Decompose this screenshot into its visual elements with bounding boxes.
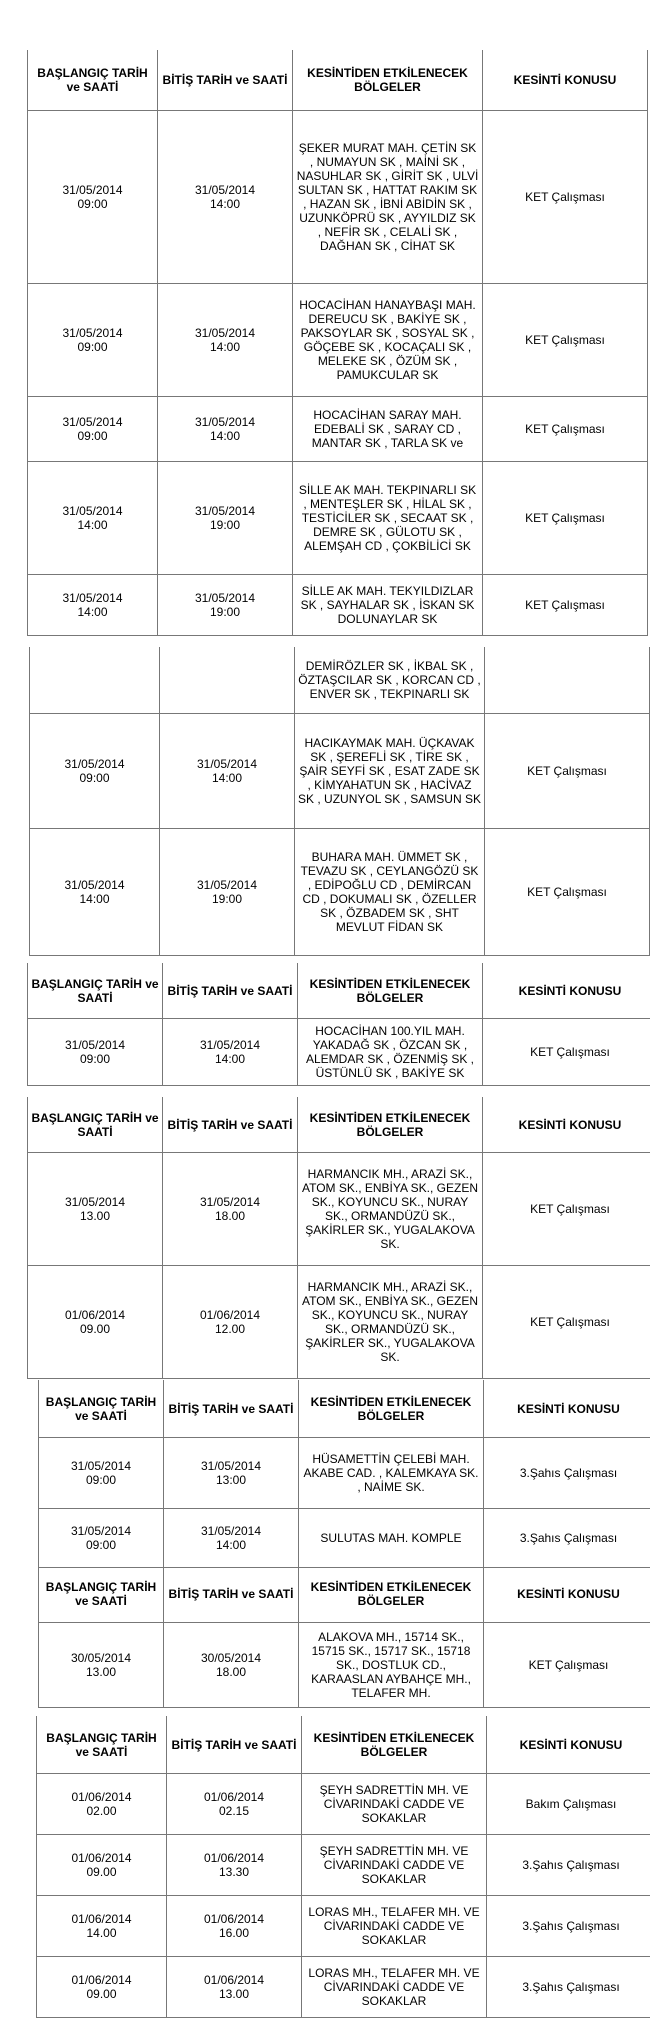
cell-text-regions: HÜSAMETTİN ÇELEBİ MAH. AKABE CAD. , KALEMKAYA SK. , NAİME SK. <box>303 1452 479 1494</box>
cell-end <box>167 1774 302 1835</box>
table-header-row <box>39 1565 650 1623</box>
cell-text-topic: KET Çalışması <box>528 1658 609 1672</box>
cell-topic <box>485 829 650 956</box>
cell-start <box>28 284 158 397</box>
cell-text-end: 31/05/2014 18.00 <box>199 1195 261 1223</box>
cell-end <box>163 1019 298 1086</box>
cell-end <box>158 462 293 575</box>
table-row <box>28 111 648 284</box>
table-row <box>28 397 648 462</box>
cell-text-topic: KET Çalışması <box>525 190 605 204</box>
cell-text-end: 31/05/2014 13:00 <box>200 1459 262 1487</box>
cell-regions <box>298 1153 483 1266</box>
cell-text-regions: HOCACİHAN SARAY MAH. EDEBALİ SK , SARAY CD , MANTAR SK , TARLA SK ve <box>311 408 464 450</box>
cell-text-start: 01/06/2014 14.00 <box>71 1912 132 1940</box>
cell-text-topic: KET Çalışması <box>525 333 605 347</box>
table-row <box>39 1438 650 1509</box>
cell-text-start: 31/05/2014 14:00 <box>62 504 123 532</box>
column-header-start: BAŞLANGIÇ TARİH ve SAATİ <box>39 1380 164 1438</box>
cell-text-topic: KET Çalışması <box>527 764 607 778</box>
cell-text-regions: SULUTAS MAH. KOMPLE <box>320 1531 462 1545</box>
cell-text-end: 31/05/2014 14:00 <box>194 183 256 211</box>
cell-start <box>30 829 160 956</box>
cell-text-end: 01/06/2014 12.00 <box>199 1308 261 1336</box>
cell-topic <box>487 1835 650 1896</box>
cell-text-regions: HARMANCIK MH., ARAZİ SK., ATOM SK., ENBİYA SK., GEZEN SK., KOYUNCU SK., NURAY SK., ORMANDÜZÜ SK., ŞAKİRLER SK., YUGALAKOVA SK. <box>301 1167 479 1251</box>
outage-table <box>27 1097 650 1379</box>
cell-text-end: 31/05/2014 14:00 <box>200 1524 262 1552</box>
table-row <box>39 1509 650 1568</box>
cell-text-regions: ALAKOVA MH., 15714 SK., 15715 SK., 15717 SK., 15718 SK., DOSTLUK CD., KARAASLAN AYBAHÇE MH., TELAFER MH. <box>311 1630 471 1700</box>
table-row <box>28 284 648 397</box>
cell-end <box>160 714 295 829</box>
cell-text-end: 31/05/2014 19:00 <box>194 504 256 532</box>
cell-text-regions: HACIKAYMAK MAH. ÜÇKAVAK SK , ŞEREFLİ SK , TİRE SK , ŞAİR SEYFİ SK , ESAT ZADE SK , KİMYAHATUN SK , HACİVAZ SK , UZUNYOL SK , SAMSUN SK <box>298 736 481 806</box>
cell-text-topic: KET Çalışması <box>527 885 607 899</box>
outage-table <box>36 1716 650 2018</box>
column-header-start: BAŞLANGIÇ TARİH ve SAATİ <box>37 1716 167 1774</box>
column-header-topic: KESİNTİ KONUSU <box>483 50 648 111</box>
table-row <box>28 1153 650 1266</box>
table-row <box>37 1896 650 1957</box>
cell-end <box>167 1835 302 1896</box>
cell-text-topic: KET Çalışması <box>530 1315 610 1329</box>
cell-end <box>163 1153 298 1266</box>
cell-regions <box>299 1438 484 1509</box>
cell-end <box>164 1438 299 1509</box>
table-row <box>28 462 648 575</box>
cell-start <box>39 1438 164 1509</box>
cell-topic <box>483 284 648 397</box>
cell-text-topic: KET Çalışması <box>525 511 605 525</box>
cell-topic <box>487 1957 650 2018</box>
cell-text-regions: SİLLE AK MAH. TEKPINARLI SK , MENTEŞLER SK , HİLAL SK , TESTİCİLER SK , SECAAT SK , DEMRE SK , GÜLOTU SK , ALEMŞAH CD , ÇOKBİLİCİ SK <box>298 483 477 553</box>
cell-text-end: 31/05/2014 14:00 <box>199 1038 261 1066</box>
cell-text-start: 31/05/2014 09:00 <box>62 183 123 211</box>
cell-regions <box>299 1509 484 1568</box>
cell-topic <box>483 1153 650 1266</box>
cell-text-end: 31/05/2014 14:00 <box>194 415 256 443</box>
cell-text-end: 01/06/2014 13.30 <box>203 1851 265 1879</box>
column-header-end: BİTİŞ TARİH ve SAATİ <box>167 1716 302 1774</box>
cell-text-regions: LORAS MH., TELAFER MH. VE CİVARINDAKİ CADDE VE SOKAKLAR <box>308 1905 480 1947</box>
cell-topic <box>483 111 648 284</box>
cell-text-end: 31/05/2014 14:00 <box>196 757 258 785</box>
cell-text-topic: 3.Şahıs Çalışması <box>522 1919 620 1933</box>
table-row <box>28 1019 650 1086</box>
cell-topic <box>487 1896 650 1957</box>
cell-text-start: 01/06/2014 09.00 <box>64 1308 126 1336</box>
column-header-topic: KESİNTİ KONUSU <box>487 1716 650 1774</box>
cell-text-regions: BUHARA MAH. ÜMMET SK , TEVAZU SK , CEYLANGÖZÜ SK , EDİPOĞLU CD , DEMİRCAN CD , DOKUMALI SK , ÖZELLER SK , ÖZBADEM SK , SHT MEVLUT FİDAN SK <box>300 850 479 934</box>
cell-text-regions: SİLLE AK MAH. TEKYILDIZLAR SK , SAYHALAR SK , İSKAN SK DOLUNAYLAR SK <box>300 584 475 626</box>
cell-text-regions: ŞEKER MURAT MAH. ÇETİN SK , NUMAYUN SK , MAİNİ SK , NASUHLAR SK , GİRİT SK , ULVİ SULTAN SK , HATTAT RAKIM SK , HAZAN SK , İBNİ ABİDİN SK , UZUNKÖPRÜ SK , AYYILDIZ SK , NEFİR SK , CELALİ SK , DAĞHAN SK , CİHAT SK <box>296 141 479 253</box>
table-header-row <box>39 1380 650 1438</box>
table-header-row <box>28 963 650 1019</box>
cell-text-start: 31/05/2014 09:00 <box>70 1459 132 1487</box>
cell-regions <box>302 1774 487 1835</box>
cell-regions <box>293 284 483 397</box>
column-header-regions: KESİNTİDEN ETKİLENECEK BÖLGELER <box>302 1716 487 1774</box>
column-header-start: BAŞLANGIÇ TARİH ve SAATİ <box>28 50 158 111</box>
cell-text-regions: ŞEYH SADRETTİN MH. VE CİVARINDAKİ CADDE VE SOKAKLAR <box>319 1783 469 1825</box>
table-row <box>30 714 650 829</box>
cell-start <box>28 111 158 284</box>
cell-regions <box>298 1019 483 1086</box>
cell-end <box>158 575 293 636</box>
cell-start <box>37 1957 167 2018</box>
cell-end <box>160 647 295 714</box>
cell-topic <box>484 1438 650 1509</box>
cell-text-regions: HARMANCIK MH., ARAZİ SK., ATOM SK., ENBİYA SK., GEZEN SK., KOYUNCU SK., NURAY SK., ORMANDÜZÜ SK., ŞAKİRLER SK., YUGALAKOVA SK. <box>301 1280 479 1364</box>
cell-text-start: 31/05/2014 13.00 <box>64 1195 126 1223</box>
table-header-row <box>37 1716 650 1774</box>
table-header-row <box>28 50 648 111</box>
column-header-end: BİTİŞ TARİH ve SAATİ <box>164 1380 299 1438</box>
cell-start <box>37 1835 167 1896</box>
cell-text-start: 31/05/2014 09:00 <box>62 415 123 443</box>
cell-regions <box>295 714 485 829</box>
column-header-regions: KESİNTİDEN ETKİLENECEK BÖLGELER <box>298 963 483 1019</box>
cell-end <box>158 111 293 284</box>
cell-text-topic: KET Çalışması <box>525 598 605 612</box>
cell-text-topic: KET Çalışması <box>530 1045 610 1059</box>
cell-topic <box>483 462 648 575</box>
cell-text-topic: Bakım Çalışması <box>525 1797 617 1811</box>
cell-text-start: 01/06/2014 09.00 <box>71 1851 132 1879</box>
cell-regions <box>302 1957 487 2018</box>
cell-text-regions: ŞEYH SADRETTİN MH. VE CİVARINDAKİ CADDE VE SOKAKLAR <box>319 1844 469 1886</box>
column-header-regions: KESİNTİDEN ETKİLENECEK BÖLGELER <box>299 1565 484 1623</box>
cell-start <box>28 462 158 575</box>
cell-regions <box>298 1266 483 1379</box>
outage-table <box>27 963 650 1086</box>
cell-text-topic: 3.Şahıs Çalışması <box>522 1858 620 1872</box>
cell-text-end: 01/06/2014 16.00 <box>203 1912 265 1940</box>
cell-topic <box>483 397 648 462</box>
cell-end <box>163 1266 298 1379</box>
column-header-end: BİTİŞ TARİH ve SAATİ <box>163 963 298 1019</box>
cell-text-regions: HOCACİHAN HANAYBAŞI MAH. DEREUCU SK , BAKİYE SK , PAKSOYLAR SK , SOSYAL SK , GÖÇEBE SK , KOCAÇALI SK , MELEKE SK , ÖZÜM SK , PAMUKCULAR SK <box>299 298 476 382</box>
cell-text-start: 01/06/2014 02.00 <box>71 1790 132 1818</box>
cell-end <box>164 1623 299 1708</box>
cell-end <box>158 284 293 397</box>
cell-text-end: 31/05/2014 14:00 <box>194 326 256 354</box>
cell-topic <box>483 575 648 636</box>
cell-start <box>28 575 158 636</box>
cell-text-start: 31/05/2014 14:00 <box>64 878 125 906</box>
cell-text-topic: KET Çalışması <box>525 422 605 436</box>
cell-end <box>164 1509 299 1568</box>
cell-topic <box>487 1774 650 1835</box>
cell-topic <box>485 647 650 714</box>
cell-start <box>28 1266 163 1379</box>
cell-text-end: 31/05/2014 19:00 <box>196 878 258 906</box>
cell-topic <box>483 1266 650 1379</box>
cell-start <box>37 1774 167 1835</box>
cell-text-topic: KET Çalışması <box>530 1202 610 1216</box>
cell-regions <box>302 1896 487 1957</box>
outage-table <box>29 647 650 956</box>
cell-regions <box>293 575 483 636</box>
column-header-end: BİTİŞ TARİH ve SAATİ <box>163 1097 298 1153</box>
table-row <box>37 1774 650 1835</box>
table-row <box>30 829 650 956</box>
cell-regions <box>295 829 485 956</box>
column-header-start: BAŞLANGIÇ TARİH ve SAATİ <box>28 1097 163 1153</box>
cell-text-end: 30/05/2014 18.00 <box>200 1651 262 1679</box>
cell-text-start: 30/05/2014 13.00 <box>70 1651 132 1679</box>
cell-text-topic: 3.Şahıs Çalışması <box>519 1466 618 1480</box>
cell-topic <box>484 1623 650 1708</box>
cell-text-regions: LORAS MH., TELAFER MH. VE CİVARINDAKİ CADDE VE SOKAKLAR <box>308 1966 480 2008</box>
cell-start <box>28 1153 163 1266</box>
cell-regions <box>293 111 483 284</box>
column-header-end: BİTİŞ TARİH ve SAATİ <box>164 1565 299 1623</box>
cell-text-start: 31/05/2014 09:00 <box>64 1038 126 1066</box>
table-row <box>39 1623 650 1708</box>
cell-text-topic: 3.Şahıs Çalışması <box>519 1531 618 1545</box>
table-row <box>37 1835 650 1896</box>
column-header-regions: KESİNTİDEN ETKİLENECEK BÖLGELER <box>298 1097 483 1153</box>
table-row <box>37 1957 650 2018</box>
column-header-topic: KESİNTİ KONUSU <box>484 1380 650 1438</box>
cell-text-regions: DEMİRÖZLER SK , İKBAL SK , ÖZTAŞCILAR SK , KORCAN CD , ENVER SK , TEKPINARLI SK <box>298 659 481 701</box>
table-row <box>30 647 650 714</box>
cell-topic <box>483 1019 650 1086</box>
column-header-start: BAŞLANGIÇ TARİH ve SAATİ <box>28 963 163 1019</box>
cell-text-topic: 3.Şahıs Çalışması <box>522 1980 620 1994</box>
cell-start <box>30 647 160 714</box>
cell-text-end: 01/06/2014 02.15 <box>203 1790 265 1818</box>
cell-regions <box>299 1623 484 1708</box>
outage-table <box>38 1380 650 1568</box>
cell-text-start: 31/05/2014 09:00 <box>64 757 125 785</box>
cell-start <box>39 1509 164 1568</box>
column-header-regions: KESİNTİDEN ETKİLENECEK BÖLGELER <box>299 1380 484 1438</box>
cell-text-start: 31/05/2014 09:00 <box>70 1524 132 1552</box>
cell-start <box>30 714 160 829</box>
cell-start <box>28 1019 163 1086</box>
cell-text-regions: HOCACİHAN 100.YIL MAH. YAKADAĞ SK , ÖZCAN SK , ALEMDAR SK , ÖZENMİŞ SK , ÜSTÜNLÜ SK , BAKİYE SK <box>305 1024 475 1080</box>
cell-start <box>37 1896 167 1957</box>
table-row <box>28 575 648 636</box>
cell-text-end: 31/05/2014 19:00 <box>194 591 256 619</box>
table-row <box>28 1266 650 1379</box>
cell-end <box>158 397 293 462</box>
table-header-row <box>28 1097 650 1153</box>
column-header-topic: KESİNTİ KONUSU <box>483 963 650 1019</box>
column-header-regions: KESİNTİDEN ETKİLENECEK BÖLGELER <box>293 50 483 111</box>
column-header-topic: KESİNTİ KONUSU <box>483 1097 650 1153</box>
cell-regions <box>295 647 485 714</box>
cell-end <box>167 1957 302 2018</box>
cell-text-start: 31/05/2014 14:00 <box>62 591 123 619</box>
cell-text-end: 01/06/2014 13.00 <box>203 1973 265 2001</box>
cell-topic <box>484 1509 650 1568</box>
cell-end <box>160 829 295 956</box>
column-header-end: BİTİŞ TARİH ve SAATİ <box>158 50 293 111</box>
cell-start <box>28 397 158 462</box>
outage-table <box>38 1565 650 1708</box>
cell-topic <box>485 714 650 829</box>
column-header-topic: KESİNTİ KONUSU <box>484 1565 650 1623</box>
cell-end <box>167 1896 302 1957</box>
cell-start <box>39 1623 164 1708</box>
cell-text-start: 31/05/2014 09:00 <box>62 326 123 354</box>
outage-table <box>27 50 648 636</box>
cell-text-start: 01/06/2014 09.00 <box>71 1973 132 2001</box>
column-header-start: BAŞLANGIÇ TARİH ve SAATİ <box>39 1565 164 1623</box>
cell-regions <box>293 462 483 575</box>
cell-regions <box>302 1835 487 1896</box>
cell-regions <box>293 397 483 462</box>
